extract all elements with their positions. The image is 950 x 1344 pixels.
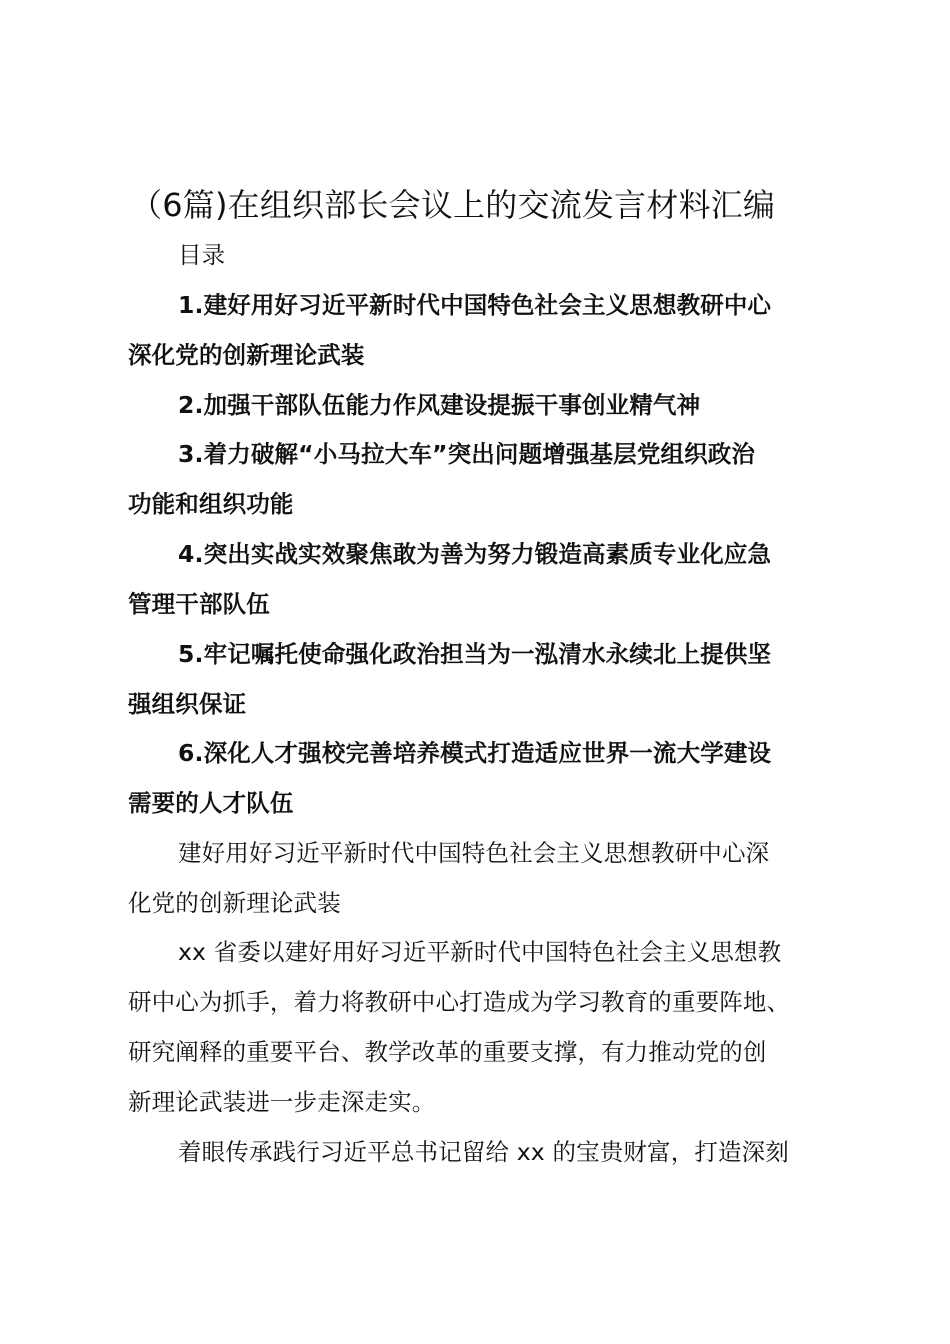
toc-item-1-line2: 深化党的创新理论武装 <box>128 341 365 369</box>
toc-item-3-line1: 3.着力破解“小马拉大车”突出问题增强基层党组织政治 <box>178 440 756 468</box>
toc-heading: 目录 <box>178 241 226 269</box>
toc-item-2-line1: 2.加强干部队伍能力作风建设提振干事创业精气神 <box>178 391 701 419</box>
toc-item-5-line1: 5.牢记嘱托使命强化政治担当为一泓清水永续北上提供坚 <box>178 640 772 668</box>
document-title: （6篇)在组织部长会议上的交流发言材料汇编 <box>130 186 776 224</box>
section-heading-line2: 化党的创新理论武装 <box>128 889 341 917</box>
paragraph-1-line1: xx 省委以建好用好习近平新时代中国特色社会主义思想教 <box>178 938 782 966</box>
paragraph-2-line1: 着眼传承践行习近平总书记留给 xx 的宝贵财富，打造深刻 <box>178 1138 789 1166</box>
paragraph-1-line3: 研究阐释的重要平台、教学改革的重要支撑，有力推动党的创 <box>128 1038 767 1066</box>
toc-item-4-line2: 管理干部队伍 <box>128 590 270 618</box>
toc-item-6-line2: 需要的人才队伍 <box>128 789 294 817</box>
toc-item-1-line1: 1.建好用好习近平新时代中国特色社会主义思想教研中心 <box>178 291 772 319</box>
section-heading-line1: 建好用好习近平新时代中国特色社会主义思想教研中心深 <box>178 839 770 867</box>
toc-item-6-line1: 6.深化人才强校完善培养模式打造适应世界一流大学建设 <box>178 739 772 767</box>
toc-item-3-line2: 功能和组织功能 <box>128 490 294 518</box>
paragraph-1-line4: 新理论武装进一步走深走实。 <box>128 1088 436 1116</box>
toc-item-4-line1: 4.突出实战实效聚焦敢为善为努力锻造高素质专业化应急 <box>178 540 772 568</box>
paragraph-1-line2: 研中心为抓手，着力将教研中心打造成为学习教育的重要阵地、 <box>128 988 791 1016</box>
toc-item-5-line2: 强组织保证 <box>128 690 247 718</box>
